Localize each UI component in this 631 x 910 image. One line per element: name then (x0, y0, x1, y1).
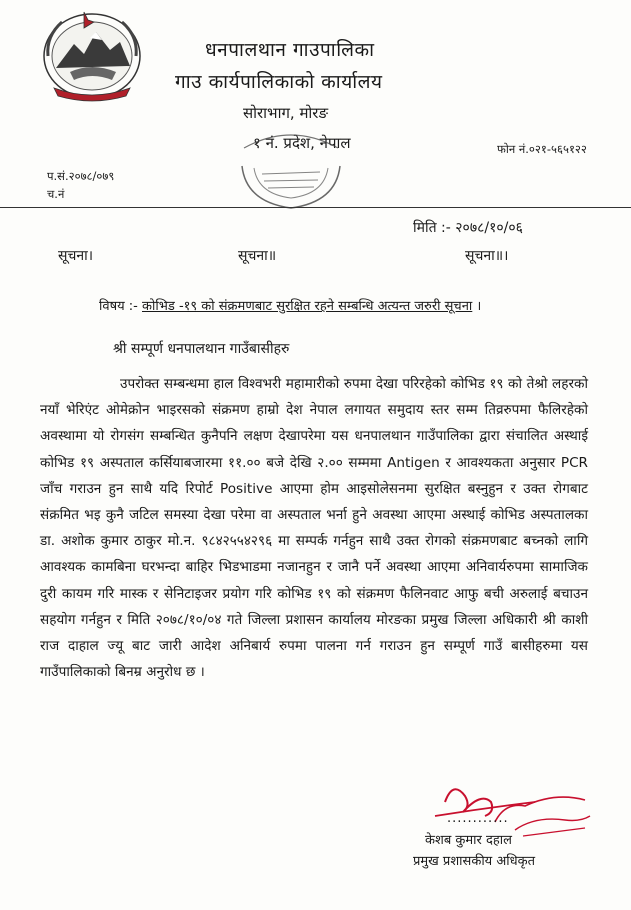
notice-label-1: सूचना। (58, 248, 94, 264)
signature-dots: ............ (447, 811, 509, 826)
subject-line (99, 296, 481, 314)
reference-number: प.सं.२०७८/०७९ (47, 169, 115, 183)
notice-body: उपरोक्त सम्बन्धमा हाल विश्वभरी महामारीको रुपमा देखा परिरहेको कोभिड १९ को तेश्रो लहरको नयाँ भेरिएंट ओमेक्रोन भाइरसको संक्रमण हाम्रो देश नेपाल लगायत समुदाय स्तर सम्म तिव्ररुपमा फैलिरहेको अवस्थामा यो रोगसंग सम्बन्धित कुनैपनि लक्षण देखापरेमा यस धनपालथान गाउँपालिका द्वारा संचालित अस्थाई कोभिड १९ अस्पताल कर्सियाबजारमा ११.०० बजे देखि २.०० सम्ममा Antigen र आवश्यकता अनुसार PCR जाँच गराउन हुन साथै यदि रिपोर्ट Positive आएमा होम आइसोलेसनमा सुरक्षित बस्नुहुन र उक्त रोगबाट संक्रमित भइ कुनै जटिल समस्या देखा परेमा वा अस्पताल भर्ना हुने अवस्था आएमा अस्थाई कोभिड अस्पतालका डा. अशोक कुमार ठाकुर मो.न. ९८४२५५४२९६ मा सम्पर्क गर्नहुन साथै उक्त रोगको संक्रमणबाट बच्नको लागि आवश्यक कामबिना घरभन्दा बाहिर भिडभाडमा नजानहुन र जानै पर्ने अवस्था आएमा अनिवार्यरुपमा सामाजिक दुरी कायम गरि मास्क र सेनिटाइजर प्रयोग गरि कोभिड १९ को संक्रमण फैलिनवाट आफु बची अरुलाई बचाउन सहयोग गर्नहुन र मिति २०७८/१०/०४ गते जिल्ला प्रशासन कार्यालय मोरङका प्रमुख जिल्ला अधिकारी श्री काशी राज दाहाल ज्यू बाट जारी आदेश अनिबार्य रुपमा पालना गर्न गराउन हुन सम्पूर्ण गाउँ बासीहरुमा यस गाउँपालिकाको बिनम्र अनुरोध छ । (40, 376, 588, 681)
notice-label-2: सूचना॥ (238, 248, 277, 264)
dispatch-number: च.नं (47, 187, 65, 201)
office-name: गाउ कार्यपालिकाको कार्यालय (175, 71, 383, 93)
signatory-title: प्रमुख प्रशासकीय अधिकृत (413, 854, 536, 869)
subject-text: कोभिड -१९ को संक्रमणबाट सुरक्षित रहने सम्बन्धि अत्यन्त जरुरी सूचना (142, 299, 473, 314)
subject-end: । (476, 299, 482, 314)
notice-label-3: सूचना॥। (465, 248, 509, 264)
salutation: श्री सम्पूर्ण धनपालथान गाउँबासीहरु (113, 341, 290, 357)
address-line: सोराभाग, मोरङ (243, 104, 329, 122)
org-name: धनपालथान गाउपालिका (205, 39, 375, 61)
document-date: मिति :- २०७८/१०/०६ (413, 220, 523, 236)
header-divider (0, 207, 631, 208)
province-line: १ नं. प्रदेश, नेपाल (253, 134, 351, 152)
office-stamp-icon (236, 128, 346, 212)
nepal-emblem-icon (40, 6, 145, 102)
signatory-name: केशब कुमार दहाल (425, 833, 512, 848)
subject-label: विषय :- (99, 299, 138, 314)
phone-number: फोन नं.०२१-५६५१२२ (497, 142, 587, 156)
